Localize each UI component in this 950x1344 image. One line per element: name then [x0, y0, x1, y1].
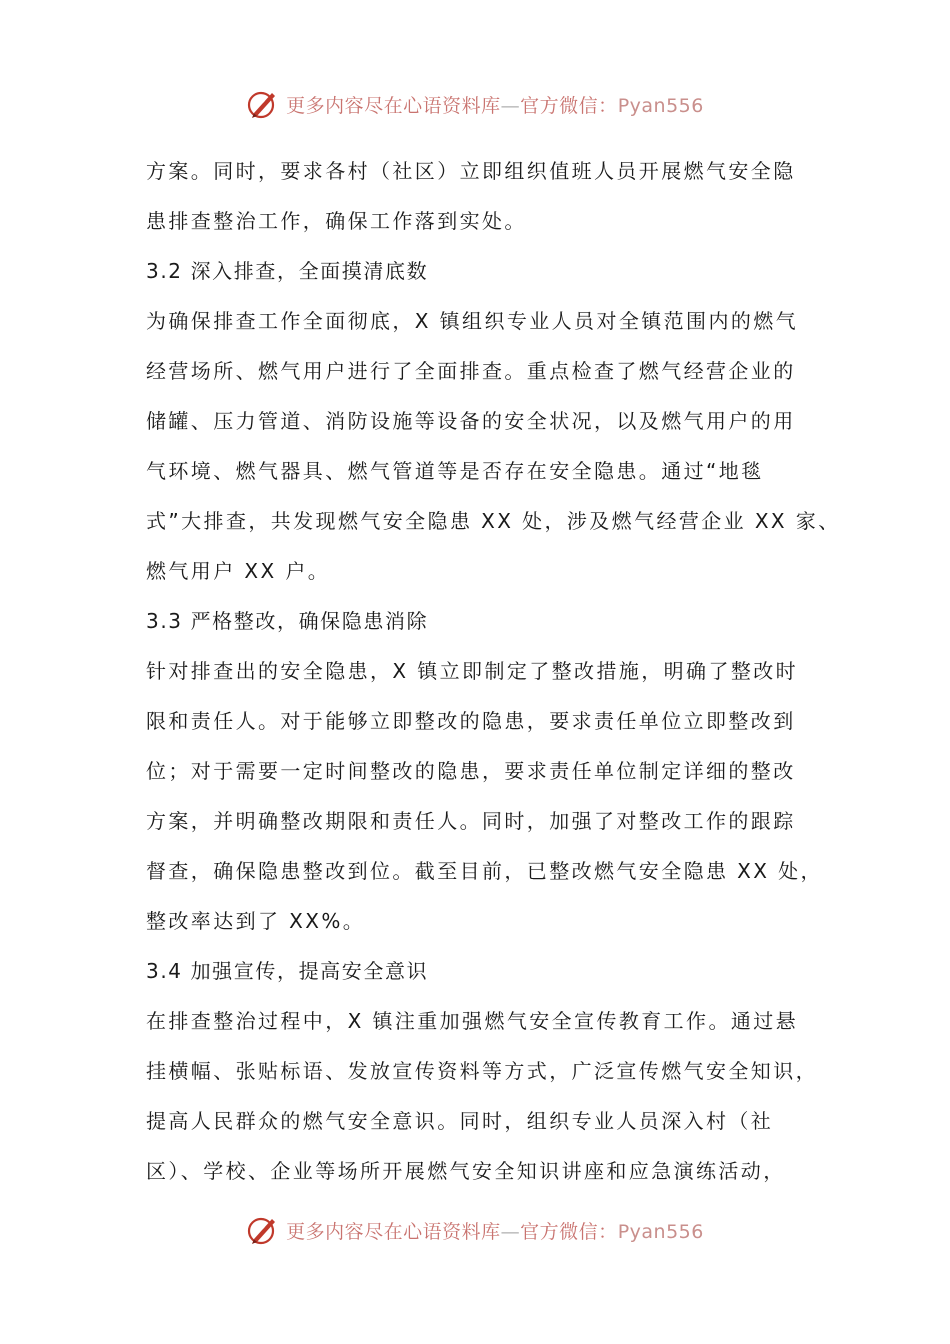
section-heading: 3.4 加强宣传，提高安全意识 — [146, 959, 429, 983]
body-line: 方案。同时，要求各村（社区）立即组织值班人员开展燃气安全隐 — [146, 159, 796, 183]
banner-text — [286, 1217, 704, 1244]
banner-official-text: 官方微信： — [520, 94, 618, 117]
banner-official-text: 官方微信： — [520, 1220, 618, 1243]
pen-logo-icon — [246, 1213, 280, 1247]
section-heading: 3.3 严格整改，确保隐患消除 — [146, 609, 429, 633]
banner-main-text: 更多内容尽在心语资料库 — [286, 94, 501, 117]
banner-wechat-id: Pyan556 — [617, 94, 704, 117]
section-heading: 3.2 深入排查，全面摸清底数 — [146, 259, 429, 283]
banner-text — [286, 91, 704, 118]
footer-watermark-banner — [0, 1210, 950, 1250]
body-line: 限和责任人。对于能够立即整改的隐患，要求责任单位立即整改到 — [146, 709, 796, 733]
body-line: 式”大排查，共发现燃气安全隐患 XX 处，涉及燃气经营企业 XX 家、 — [146, 509, 841, 533]
banner-main-text: 更多内容尽在心语资料库 — [286, 1220, 501, 1243]
pen-logo-icon — [246, 87, 280, 121]
body-line: 督查，确保隐患整改到位。截至目前，已整改燃气安全隐患 XX 处， — [146, 859, 823, 883]
body-line: 患排查整治工作，确保工作落到实处。 — [146, 209, 527, 233]
body-line: 挂横幅、张贴标语、发放宣传资料等方式，广泛宣传燃气安全知识， — [146, 1059, 818, 1083]
body-line: 储罐、压力管道、消防设施等设备的安全状况，以及燃气用户的用 — [146, 409, 796, 433]
body-line: 提高人民群众的燃气安全意识。同时，组织专业人员深入村（社 — [146, 1109, 774, 1133]
body-line: 经营场所、燃气用户进行了全面排查。重点检查了燃气经营企业的 — [146, 359, 796, 383]
body-line: 燃气用户 XX 户。 — [146, 559, 331, 583]
body-line: 区）、学校、企业等场所开展燃气安全知识讲座和应急演练活动， — [146, 1159, 786, 1183]
banner-wechat-id: Pyan556 — [617, 1220, 704, 1243]
body-line: 整改率达到了 XX%。 — [146, 909, 366, 933]
body-line: 方案，并明确整改期限和责任人。同时，加强了对整改工作的跟踪 — [146, 809, 796, 833]
body-line: 针对排查出的安全隐患，X 镇立即制定了整改措施，明确了整改时 — [146, 659, 799, 683]
body-line: 位；对于需要一定时间整改的隐患，要求责任单位制定详细的整改 — [146, 759, 796, 783]
body-line: 在排查整治过程中，X 镇注重加强燃气安全宣传教育工作。通过悬 — [146, 1009, 799, 1033]
body-line: 为确保排查工作全面彻底，X 镇组织专业人员对全镇范围内的燃气 — [146, 309, 799, 333]
document-body — [146, 146, 841, 1196]
banner-dash: — — [500, 1220, 521, 1243]
header-watermark-banner — [0, 84, 950, 124]
body-line: 气环境、燃气器具、燃气管道等是否存在安全隐患。通过“地毯 — [146, 459, 764, 483]
banner-dash: — — [500, 94, 521, 117]
